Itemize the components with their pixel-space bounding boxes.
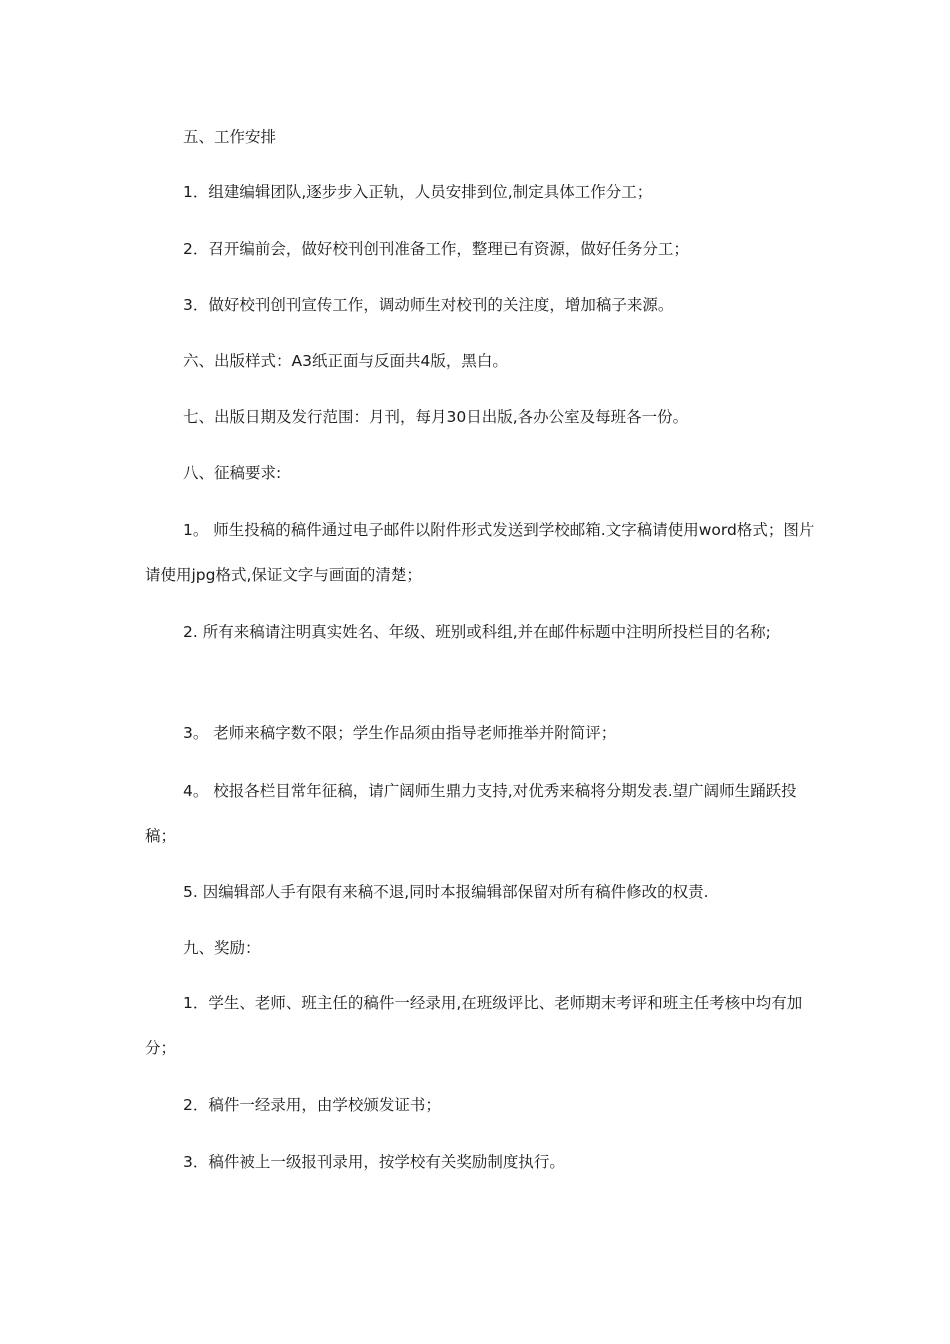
paragraph-item: 1．组建编辑团队,逐步步入正轨，人员安排到位,制定具体工作分工；	[183, 183, 653, 201]
section-heading-publication-date: 七、出版日期及发行范围：月刊，每月30日出版,各办公室及每班各一份。	[183, 408, 689, 426]
paragraph-item: 3．稿件被上一级报刊录用，按学校有关奖励制度执行。	[183, 1153, 565, 1171]
paragraph-item: 4。 校报各栏目常年征稿，请广阔师生鼎力支持,对优秀来稿将分期发表.望广阔师生踊跃投稿；	[145, 782, 797, 845]
paragraph-item: 1．学生、老师、班主任的稿件一经录用,在班级评比、老师期末考评和班主任考核中均有加分；	[145, 994, 803, 1057]
paragraph-item: 5. 因编辑部人手有限有来稿不退,同时本报编辑部保留对所有稿件修改的权责.	[183, 883, 709, 901]
paragraph-item: 3．做好校刊创刊宣传工作，调动师生对校刊的关注度，增加稿子来源。	[183, 296, 674, 314]
section-heading-submission-requirements: 八、征稿要求:	[183, 464, 282, 482]
paragraph-item: 2. 所有来稿请注明真实姓名、年级、班别或科组,并在邮件标题中注明所投栏目的名称;	[183, 623, 771, 641]
section-heading-publication-style: 六、出版样式：A3纸正面与反面共4版，黑白。	[183, 352, 508, 370]
paragraph-item: 2．召开编前会，做好校刊创刊准备工作，整理已有资源，做好任务分工；	[183, 240, 689, 258]
paragraph-item: 3。 老师来稿字数不限；学生作品须由指导老师推举并附简评；	[183, 724, 617, 742]
paragraph-item: 2．稿件一经录用，由学校颁发证书；	[183, 1096, 441, 1114]
section-heading-rewards: 九、奖励：	[183, 939, 261, 957]
paragraph-item: 1。 师生投稿的稿件通过电子邮件以附件形式发送到学校邮箱.文字稿请使用word格式；图片请使用jpg格式,保证文字与画面的清楚；	[145, 521, 815, 584]
section-heading-work-arrangement: 五、工作安排	[183, 128, 277, 146]
